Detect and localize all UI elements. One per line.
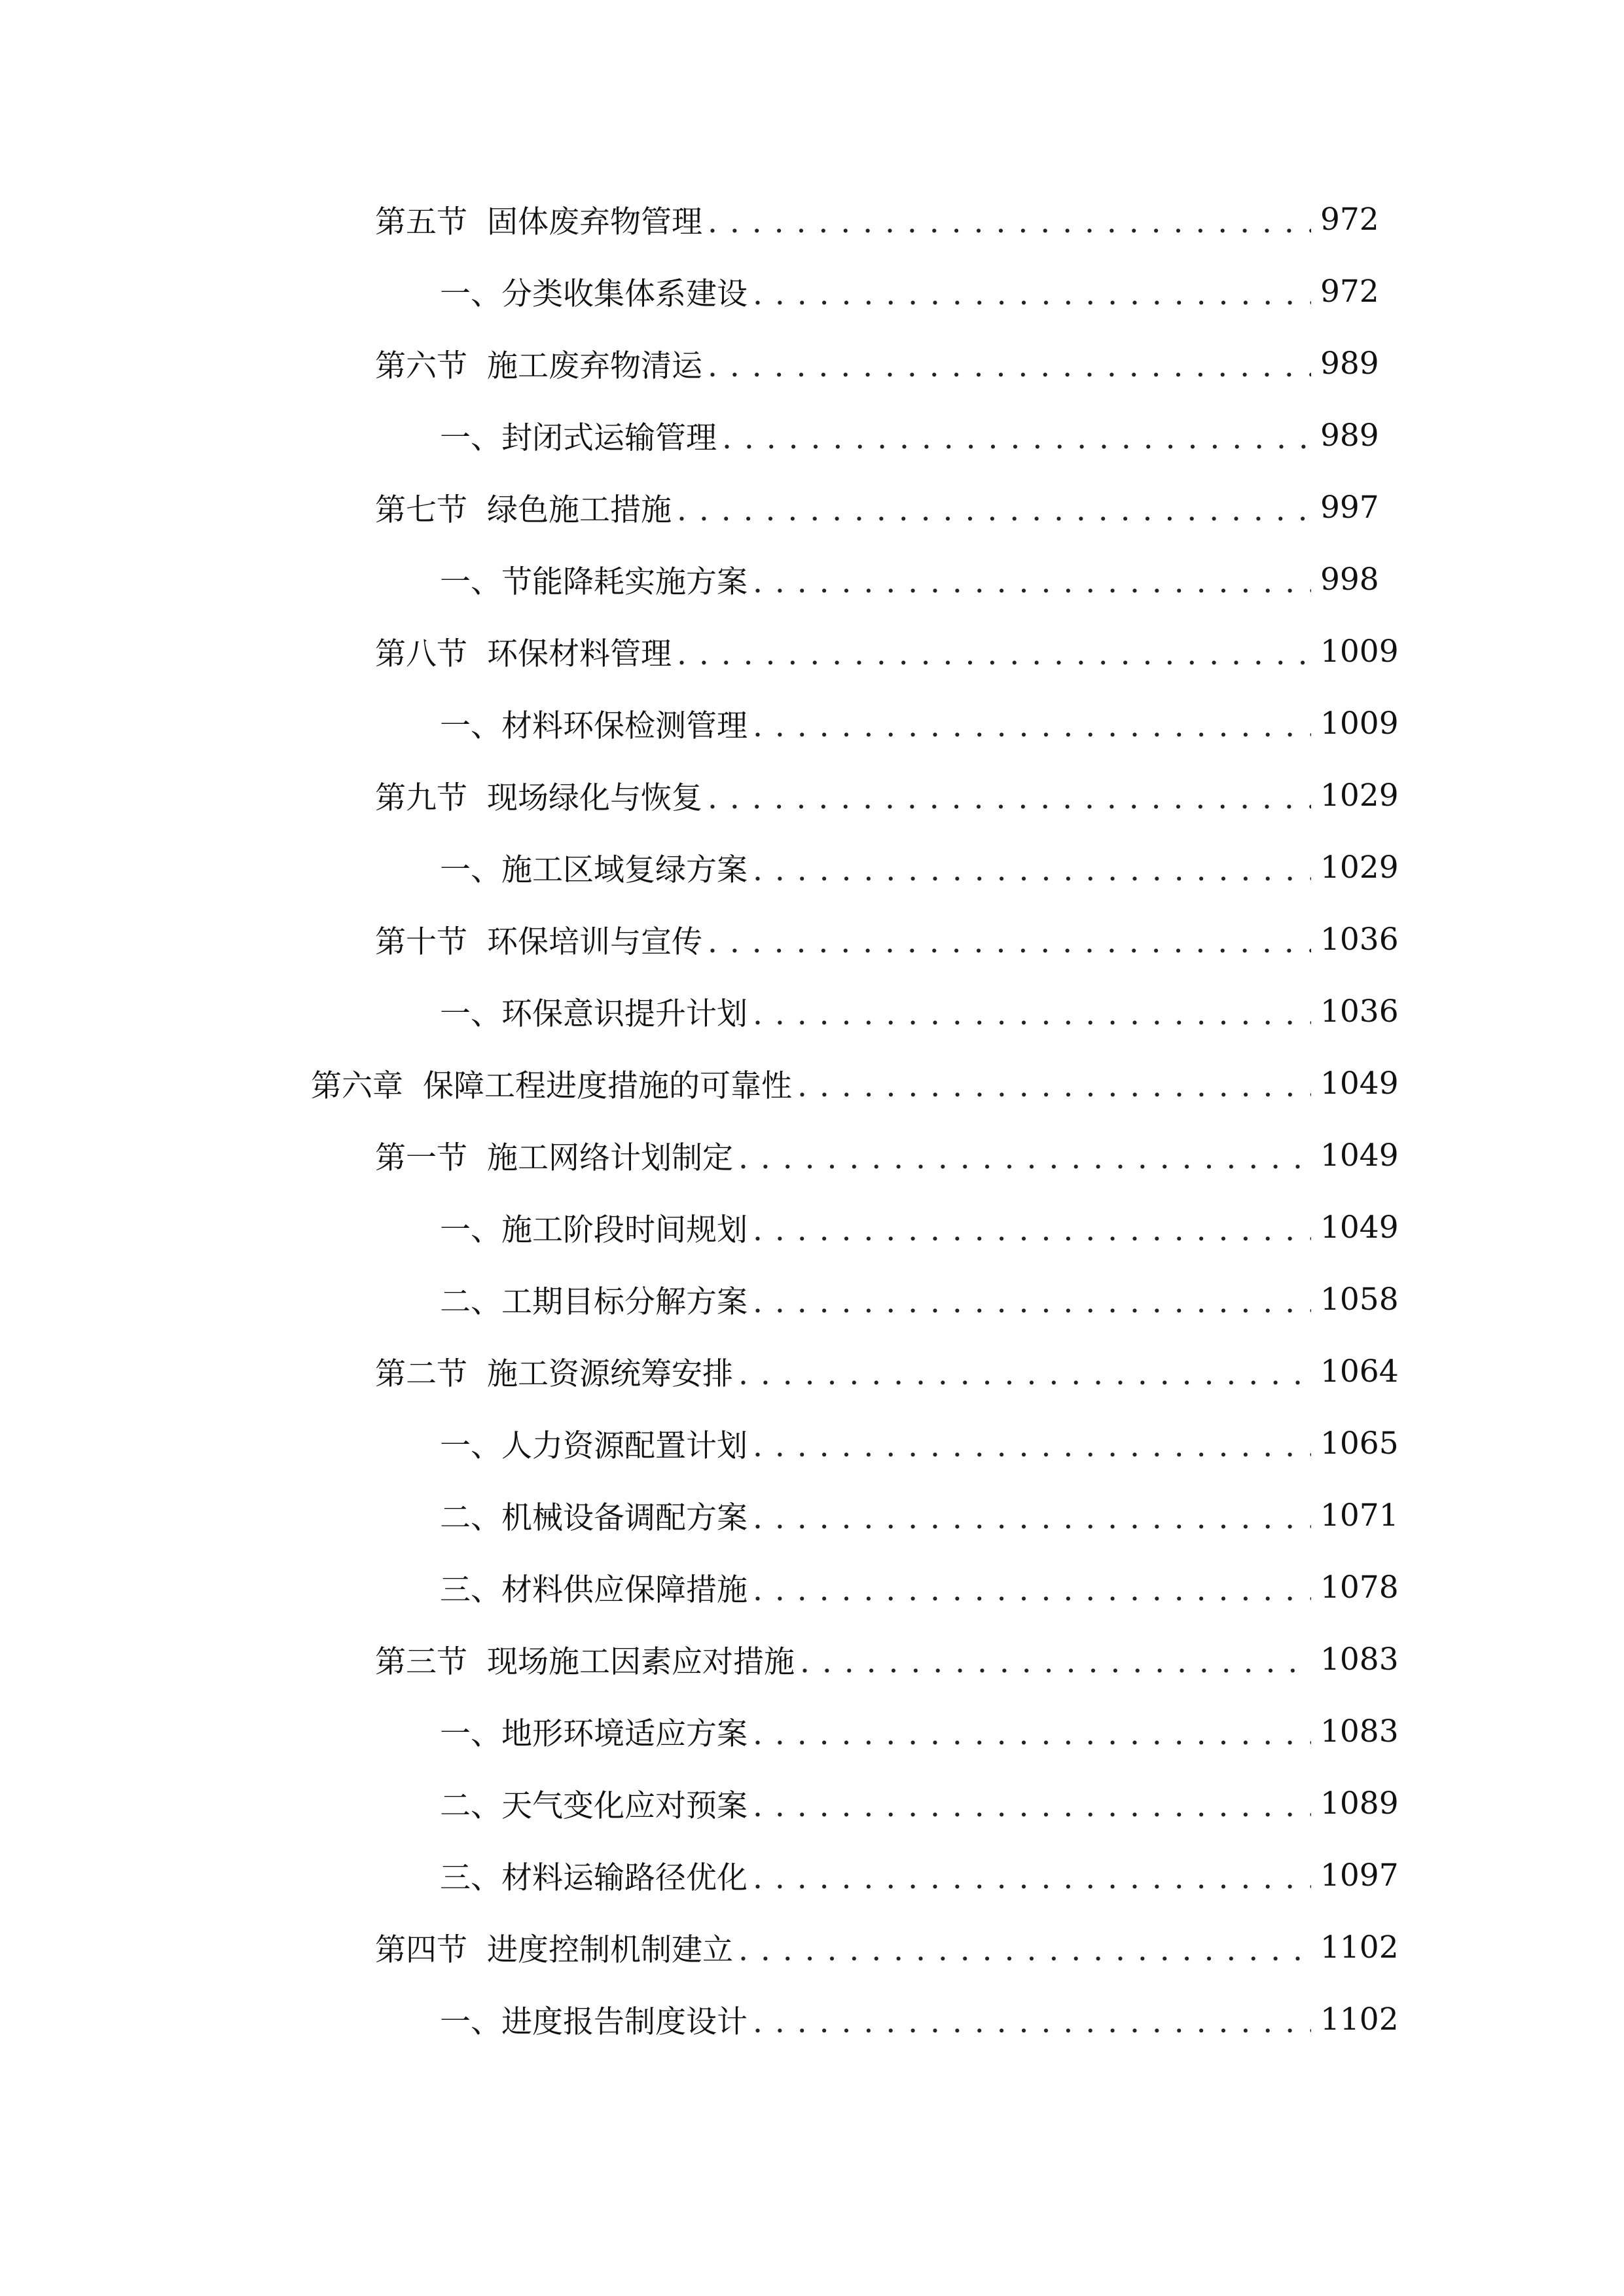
toc-section-row[interactable]	[0, 1119, 1624, 1191]
dot-leader	[708, 204, 1311, 240]
toc-title: 天气变化应对预案	[501, 1787, 748, 1824]
dot-leader	[708, 348, 1311, 384]
toc-number: 第六章	[311, 1067, 403, 1104]
toc-title: 环保材料管理	[487, 636, 672, 672]
toc-title: 材料供应保障措施	[501, 1571, 748, 1608]
toc-number: 第四节	[375, 1931, 467, 1968]
toc-number: 二、	[440, 1499, 501, 1536]
toc-section-row[interactable]	[0, 1335, 1624, 1407]
toc-title: 施工废弃物清运	[487, 348, 702, 384]
toc-number: 三、	[440, 1571, 501, 1608]
toc-number: 一、	[440, 564, 501, 600]
toc-title: 节能降耗实施方案	[501, 564, 748, 600]
toc-page-number: 997	[1320, 489, 1379, 526]
toc-page-number: 1036	[1320, 993, 1399, 1030]
toc-item-row[interactable]	[0, 1263, 1624, 1335]
dot-leader	[753, 1788, 1311, 1824]
toc-title: 分类收集体系建设	[501, 276, 748, 312]
toc-page-number: 1078	[1320, 1569, 1399, 1605]
toc-number: 二、	[440, 1283, 501, 1320]
toc-number: 一、	[440, 420, 501, 456]
toc-chapter-row[interactable]	[0, 1047, 1624, 1119]
dot-leader	[738, 1932, 1311, 1968]
dot-leader	[797, 1068, 1311, 1104]
toc-page-number: 1036	[1320, 921, 1399, 958]
dot-leader	[753, 1572, 1311, 1608]
toc-item-row[interactable]	[0, 1767, 1624, 1839]
toc-page-number: 1029	[1320, 849, 1399, 886]
toc-title: 现场绿化与恢复	[487, 780, 702, 816]
toc-page-number: 989	[1320, 417, 1379, 454]
dot-leader	[677, 636, 1311, 672]
toc-number: 第九节	[375, 780, 467, 816]
toc-page-number: 1009	[1320, 633, 1399, 670]
dot-leader	[708, 780, 1311, 816]
toc-page-number: 1029	[1320, 777, 1399, 814]
dot-leader	[753, 276, 1311, 312]
toc-item-row[interactable]	[0, 687, 1624, 759]
toc-item-row[interactable]	[0, 399, 1624, 471]
dot-leader	[753, 1284, 1311, 1320]
dot-leader	[753, 996, 1311, 1032]
dot-leader	[753, 1716, 1311, 1752]
dot-leader	[753, 1860, 1311, 1896]
toc-page-number: 1102	[1320, 1929, 1399, 1965]
dot-leader	[722, 420, 1311, 456]
toc-page-number: 1065	[1320, 1425, 1399, 1462]
toc-number: 一、	[440, 1715, 501, 1752]
toc-number: 第三节	[375, 1643, 467, 1680]
toc-section-row[interactable]	[0, 471, 1624, 543]
toc-number: 一、	[440, 708, 501, 744]
toc-item-row[interactable]	[0, 975, 1624, 1047]
toc-section-row[interactable]	[0, 615, 1624, 687]
toc-page-number: 1049	[1320, 1137, 1399, 1174]
toc-page-number: 972	[1320, 201, 1379, 238]
toc-title: 现场施工因素应对措施	[487, 1643, 795, 1680]
toc-number: 一、	[440, 852, 501, 888]
toc-page-number: 1102	[1320, 2001, 1399, 2037]
toc-page-number: 1083	[1320, 1641, 1399, 1677]
toc-title: 施工网络计划制定	[487, 1139, 733, 1176]
toc-page-number: 1049	[1320, 1065, 1399, 1102]
dot-leader	[753, 1500, 1311, 1536]
table-of-contents	[0, 183, 1624, 2055]
toc-item-row[interactable]	[0, 255, 1624, 327]
toc-number: 一、	[440, 996, 501, 1032]
toc-number: 一、	[440, 1427, 501, 1464]
toc-item-row[interactable]	[0, 1479, 1624, 1551]
toc-section-row[interactable]	[0, 759, 1624, 831]
toc-title: 材料运输路径优化	[501, 1859, 748, 1896]
toc-item-row[interactable]	[0, 1191, 1624, 1263]
dot-leader	[753, 1428, 1311, 1464]
toc-page-number: 1089	[1320, 1785, 1399, 1821]
toc-page-number: 1097	[1320, 1857, 1399, 1893]
dot-leader	[800, 1644, 1311, 1680]
toc-item-row[interactable]	[0, 1695, 1624, 1767]
toc-section-row[interactable]	[0, 327, 1624, 399]
toc-title: 绿色施工措施	[487, 492, 672, 528]
toc-item-row[interactable]	[0, 1839, 1624, 1911]
dot-leader	[738, 1356, 1311, 1392]
toc-item-row[interactable]	[0, 543, 1624, 615]
toc-section-row[interactable]	[0, 1623, 1624, 1695]
toc-page-number: 972	[1320, 273, 1379, 310]
toc-number: 第二节	[375, 1355, 467, 1392]
toc-title: 环保意识提升计划	[501, 996, 748, 1032]
dot-leader	[753, 1212, 1311, 1248]
toc-number: 第一节	[375, 1139, 467, 1176]
dot-leader	[753, 564, 1311, 600]
toc-page-number: 989	[1320, 345, 1379, 382]
dot-leader	[738, 1140, 1311, 1176]
toc-page-number: 998	[1320, 561, 1379, 598]
toc-page-number: 1058	[1320, 1281, 1399, 1318]
toc-title: 地形环境适应方案	[501, 1715, 748, 1752]
toc-section-row[interactable]	[0, 183, 1624, 255]
toc-number: 二、	[440, 1787, 501, 1824]
toc-item-row[interactable]	[0, 1551, 1624, 1623]
toc-title: 保障工程进度措施的可靠性	[423, 1067, 792, 1104]
toc-page-number: 1009	[1320, 705, 1399, 742]
toc-page-number: 1049	[1320, 1209, 1399, 1246]
toc-number: 一、	[440, 1211, 501, 1248]
toc-title: 进度报告制度设计	[501, 2003, 748, 2040]
toc-section-row[interactable]	[0, 903, 1624, 975]
dot-leader	[753, 708, 1311, 744]
toc-number: 第七节	[375, 492, 467, 528]
dot-leader	[753, 852, 1311, 888]
toc-number: 第六节	[375, 348, 467, 384]
toc-title: 施工资源统筹安排	[487, 1355, 733, 1392]
toc-title: 人力资源配置计划	[501, 1427, 748, 1464]
dot-leader	[708, 924, 1311, 960]
toc-title: 进度控制机制建立	[487, 1931, 733, 1968]
toc-title: 工期目标分解方案	[501, 1283, 748, 1320]
toc-number: 一、	[440, 2003, 501, 2040]
toc-title: 材料环保检测管理	[501, 708, 748, 744]
toc-section-row[interactable]	[0, 1911, 1624, 1983]
toc-title: 固体废弃物管理	[487, 204, 702, 240]
toc-page-number: 1071	[1320, 1497, 1399, 1534]
toc-title: 机械设备调配方案	[501, 1499, 748, 1536]
toc-item-row[interactable]	[0, 1983, 1624, 2055]
dot-leader	[677, 492, 1311, 528]
toc-title: 封闭式运输管理	[501, 420, 717, 456]
toc-title: 施工阶段时间规划	[501, 1211, 748, 1248]
toc-number: 第五节	[375, 204, 467, 240]
toc-item-row[interactable]	[0, 1407, 1624, 1479]
toc-number: 第八节	[375, 636, 467, 672]
toc-title: 施工区域复绿方案	[501, 852, 748, 888]
toc-number: 三、	[440, 1859, 501, 1896]
toc-page-number: 1064	[1320, 1353, 1399, 1390]
toc-number: 一、	[440, 276, 501, 312]
toc-item-row[interactable]	[0, 831, 1624, 903]
toc-number: 第十节	[375, 924, 467, 960]
toc-page-number: 1083	[1320, 1713, 1399, 1749]
toc-title: 环保培训与宣传	[487, 924, 702, 960]
dot-leader	[753, 2004, 1311, 2040]
